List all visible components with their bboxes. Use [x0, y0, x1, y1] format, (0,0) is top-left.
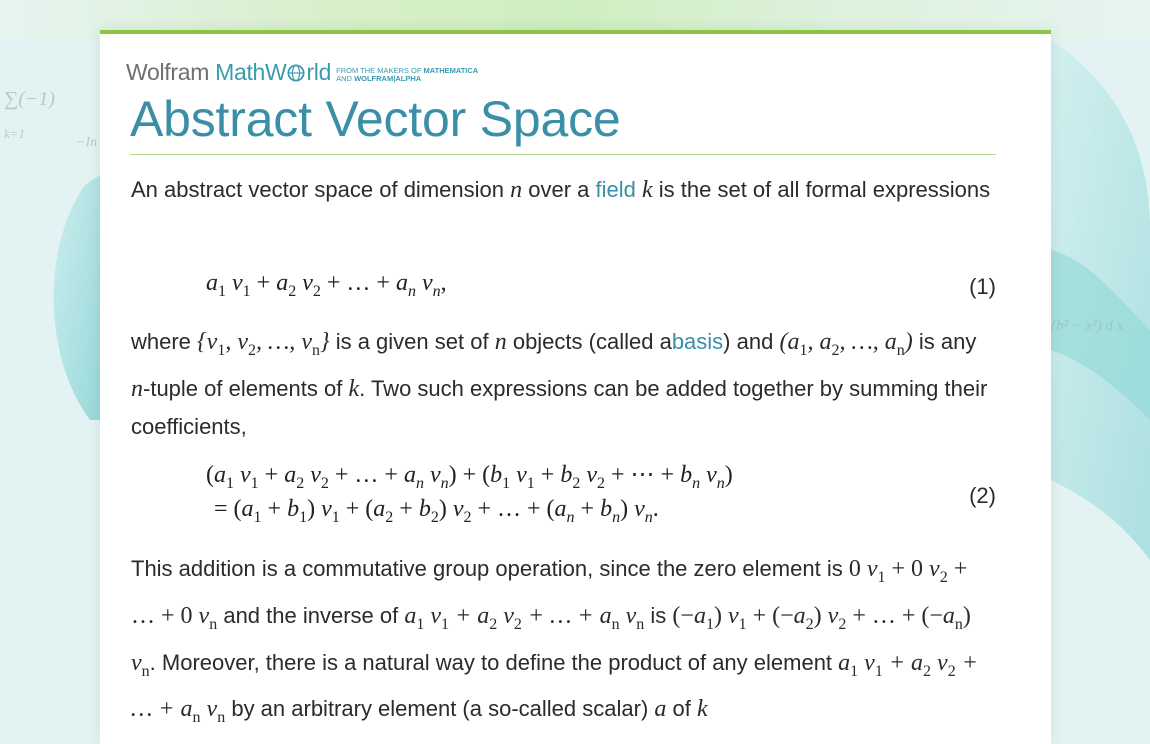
para1-text-1: An abstract vector space of dimension — [131, 177, 504, 202]
math-basis-set: {$v_1$, $v_2$, …, $v_n$} — [197, 329, 330, 359]
logo-mathworld-prefix: MathW — [215, 59, 287, 85]
math-k: k — [697, 696, 708, 723]
para2-text-1: where — [131, 329, 191, 354]
math-n: n — [494, 329, 507, 355]
paragraph-definition — [131, 171, 997, 209]
para2-text-4: ) and — [723, 329, 774, 354]
logo-tagline — [336, 67, 478, 83]
tagline-line1-bold: MATHEMATICA — [423, 66, 479, 75]
math-k: k — [348, 375, 360, 402]
background-formula-dx: (b² − x²) d x — [1051, 318, 1124, 334]
page-title: Abstract Vector Space — [130, 91, 621, 147]
para1-text-3: is the set of all formal expressions — [658, 177, 991, 202]
para3-text-1: This addition is a commutative group operation, since the zero element is — [131, 556, 843, 581]
tagline-line2-prefix: AND — [336, 74, 352, 83]
para2-text-7: . Two such expressions can be added together by summing their coefficients, — [131, 375, 988, 439]
equation-2-line-2: = $(a_1 + b_1) v_1 + (a_2 + b_2) v_2$ + … + $(a_n + b_n)$ $v_n$. — [214, 496, 659, 526]
globe-icon — [287, 64, 305, 82]
mathworld-logo[interactable] — [126, 60, 478, 86]
logo-wolfram-text: Wolfram — [126, 59, 210, 85]
article-page — [100, 30, 1051, 744]
equation-1: $a_1$ $v_1 + a_2$ $v_2$ + … + $a_n$ $v_n$, — [206, 270, 447, 300]
paragraph-group-operation — [131, 550, 997, 737]
para2-text-3: objects (called a — [512, 329, 672, 354]
math-n: n — [510, 177, 523, 203]
background-formula-in: −In — [76, 135, 98, 150]
paragraph-basis — [131, 323, 997, 446]
logo-mathworld-text — [215, 59, 331, 86]
math-coefficient-tuple: ($a_1$, $a_2$, …, $a_n$) — [779, 329, 913, 359]
para3-text-5: by an arbitrary element (a so-called scalar) — [231, 696, 649, 722]
para2-text-2: is a given set of — [335, 329, 489, 354]
equation-2-number: (2) — [969, 483, 996, 508]
para3-text-4: . Moreover, there is a natural way to define the product of any element — [149, 649, 833, 675]
background-formula-k1: k=1 — [4, 126, 26, 141]
math-expression: $a_1$ $v_1 + a_2$ $v_2$ + … + $a_n$ $v_n$ — [404, 602, 645, 633]
title-divider — [130, 154, 996, 155]
link-field[interactable]: field — [595, 177, 636, 202]
link-basis[interactable]: basis — [671, 329, 724, 354]
para2-text-5: is any — [918, 329, 977, 354]
math-n: n — [131, 375, 143, 402]
tagline-line2-bold: WOLFRAM|ALPHA — [354, 74, 422, 83]
math-element: $a_1$ $v_1 + a_2$ $v_2$ + … + $a_n$ $v_n$ — [131, 649, 978, 727]
equation-1-number: (1) — [969, 274, 996, 299]
math-k: k — [641, 177, 653, 203]
para2-text-6: -tuple of elements of — [143, 375, 343, 401]
tagline-line1-prefix: FROM THE MAKERS OF — [336, 66, 422, 75]
para3-text-2: and the inverse of — [223, 602, 399, 628]
para1-text-2: over a — [528, 177, 590, 202]
equation-2-line-1: ($a_1$ $v_1 + a_2$ $v_2$ + … + $a_n$ $v_n) + (b_1$ $v_1 + b_2$ $v_2$ + ⋯ + $b_n$ $v_n$) — [206, 462, 733, 492]
math-a: a — [654, 696, 667, 723]
math-zero-element: 0 $v_1 + 0$ $v_2$ + … + 0 $v_n$ — [131, 556, 968, 633]
para3-text-3: is — [650, 602, 667, 628]
background-formula-sum: ∑(−1) — [4, 88, 56, 110]
para3-text-6: of — [672, 696, 691, 722]
math-inverse-element: $(-a_1) v_1 + (-a_2) v_2$ + … + $(-a_n)$ $v_n$ — [131, 602, 971, 680]
logo-mathworld-suffix: rld — [306, 59, 332, 85]
